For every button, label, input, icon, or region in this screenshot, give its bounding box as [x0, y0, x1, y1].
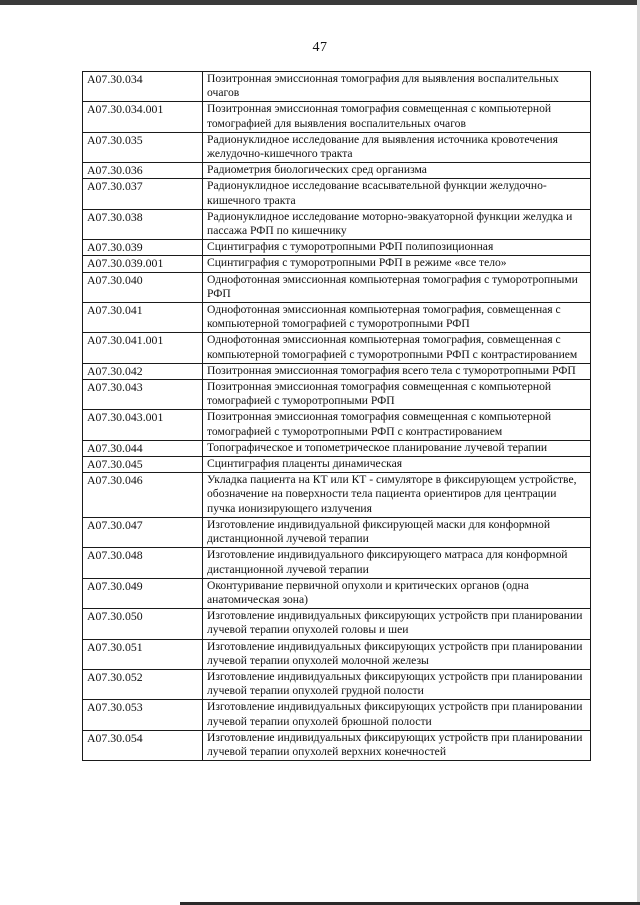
service-name-cell: Позитронная эмиссионная томография совмещенная с компьютерной томографией с туморотропными РФП: [203, 380, 591, 410]
service-name-cell: Изготовление индивидуального фиксирующего матраса для конформной дистанционной лучевой терапии: [203, 548, 591, 578]
service-name-cell: Позитронная эмиссионная томография совмещенная с компьютерной томографией для выявления воспалительных очагов: [203, 102, 591, 132]
service-name-cell: Изготовление индивидуальных фиксирующих устройств при планировании лучевой терапии опухолей молочной железы: [203, 639, 591, 669]
service-name-cell: Топографическое и топометрическое планирование лучевой терапии: [203, 440, 591, 456]
service-name-cell: Оконтуривание первичной опухоли и критических органов (одна анатомическая зона): [203, 578, 591, 608]
service-code-cell: A07.30.043: [83, 380, 203, 410]
service-code-cell: A07.30.039.001: [83, 256, 203, 272]
service-name-cell: Изготовление индивидуальных фиксирующих устройств при планировании лучевой терапии опухолей брюшной полости: [203, 700, 591, 730]
service-name-cell: Сцинтиграфия с туморотропными РФП в режиме «все тело»: [203, 256, 591, 272]
service-name-cell: Сцинтиграфия с туморотропными РФП полипозиционная: [203, 240, 591, 256]
service-name-cell: Изготовление индивидуальных фиксирующих устройств при планировании лучевой терапии опухолей головы и шеи: [203, 609, 591, 639]
table-row: [83, 303, 591, 333]
table-row: [83, 272, 591, 302]
table-row: [83, 578, 591, 608]
table-row: [83, 517, 591, 547]
service-code-cell: A07.30.045: [83, 457, 203, 473]
table-row: [83, 700, 591, 730]
service-name-cell: Радионуклидное исследование моторно-эвакуаторной функции желудка и пассажа РФП по кишечнику: [203, 209, 591, 239]
service-name-cell: Однофотонная эмиссионная компьютерная томография, совмещенная с компьютерной томографией с туморотропными РФП: [203, 303, 591, 333]
page-number: 47: [312, 40, 328, 55]
table-row: [83, 72, 591, 102]
service-name-cell: Позитронная эмиссионная томография для выявления воспалительных очагов: [203, 72, 591, 102]
service-name-cell: Однофотонная эмиссионная компьютерная томография с туморотропными РФП: [203, 272, 591, 302]
table-row: [83, 132, 591, 162]
service-name-cell: Радиометрия биологических сред организма: [203, 163, 591, 179]
service-name-cell: Изготовление индивидуальных фиксирующих устройств при планировании лучевой терапии опухолей верхних конечностей: [203, 730, 591, 760]
service-name-cell: Позитронная эмиссионная томография совмещенная с компьютерной томографией с туморотропными РФП с контрастированием: [203, 410, 591, 440]
scan-top-edge: [0, 0, 640, 5]
table-row: [83, 380, 591, 410]
service-code-cell: A07.30.048: [83, 548, 203, 578]
table-row: [83, 163, 591, 179]
service-code-cell: A07.30.040: [83, 272, 203, 302]
service-code-cell: A07.30.042: [83, 363, 203, 379]
service-code-cell: A07.30.052: [83, 669, 203, 699]
service-name-cell: Изготовление индивидуальной фиксирующей маски для конформной дистанционной лучевой терапии: [203, 517, 591, 547]
table-row: [83, 102, 591, 132]
service-code-cell: A07.30.037: [83, 179, 203, 209]
table-row: [83, 256, 591, 272]
service-name-cell: Укладка пациента на КТ или КТ - симуляторе в фиксирующем устройстве, обозначение на поверхности тела пациента ориентиров для центрации пучка ионизирующего излучения: [203, 473, 591, 518]
service-code-cell: A07.30.051: [83, 639, 203, 669]
service-code-cell: A07.30.039: [83, 240, 203, 256]
service-name-cell: Однофотонная эмиссионная компьютерная томография, совмещенная с компьютерной томографией с туморотропными РФП с контрастированием: [203, 333, 591, 363]
service-code-cell: A07.30.044: [83, 440, 203, 456]
table-row: [83, 730, 591, 760]
table-row: [83, 473, 591, 518]
service-code-cell: A07.30.036: [83, 163, 203, 179]
service-name-cell: Позитронная эмиссионная томография всего тела с туморотропными РФП: [203, 363, 591, 379]
table-row: [83, 209, 591, 239]
table-row: [83, 240, 591, 256]
service-name-cell: Изготовление индивидуальных фиксирующих устройств при планировании лучевой терапии опухолей грудной полости: [203, 669, 591, 699]
service-code-cell: A07.30.053: [83, 700, 203, 730]
services-table: [82, 71, 591, 761]
service-name-cell: Сцинтиграфия плаценты динамическая: [203, 457, 591, 473]
service-code-cell: A07.30.054: [83, 730, 203, 760]
table-row: [83, 410, 591, 440]
service-name-cell: Радионуклидное исследование для выявления источника кровотечения желудочно-кишечного тракта: [203, 132, 591, 162]
services-table-body: [83, 72, 591, 761]
service-code-cell: A07.30.041.001: [83, 333, 203, 363]
table-row: [83, 457, 591, 473]
table-row: [83, 363, 591, 379]
table-row: [83, 639, 591, 669]
table-row: [83, 609, 591, 639]
service-code-cell: A07.30.049: [83, 578, 203, 608]
service-code-cell: A07.30.043.001: [83, 410, 203, 440]
service-code-cell: A07.30.034: [83, 72, 203, 102]
table-row: [83, 179, 591, 209]
service-code-cell: A07.30.038: [83, 209, 203, 239]
table-row: [83, 669, 591, 699]
service-name-cell: Радионуклидное исследование всасывательной функции желудочно-кишечного тракта: [203, 179, 591, 209]
service-code-cell: A07.30.035: [83, 132, 203, 162]
table-row: [83, 440, 591, 456]
table-row: [83, 333, 591, 363]
service-code-cell: A07.30.034.001: [83, 102, 203, 132]
service-code-cell: A07.30.050: [83, 609, 203, 639]
table-row: [83, 548, 591, 578]
service-code-cell: A07.30.047: [83, 517, 203, 547]
service-code-cell: A07.30.041: [83, 303, 203, 333]
service-code-cell: A07.30.046: [83, 473, 203, 518]
